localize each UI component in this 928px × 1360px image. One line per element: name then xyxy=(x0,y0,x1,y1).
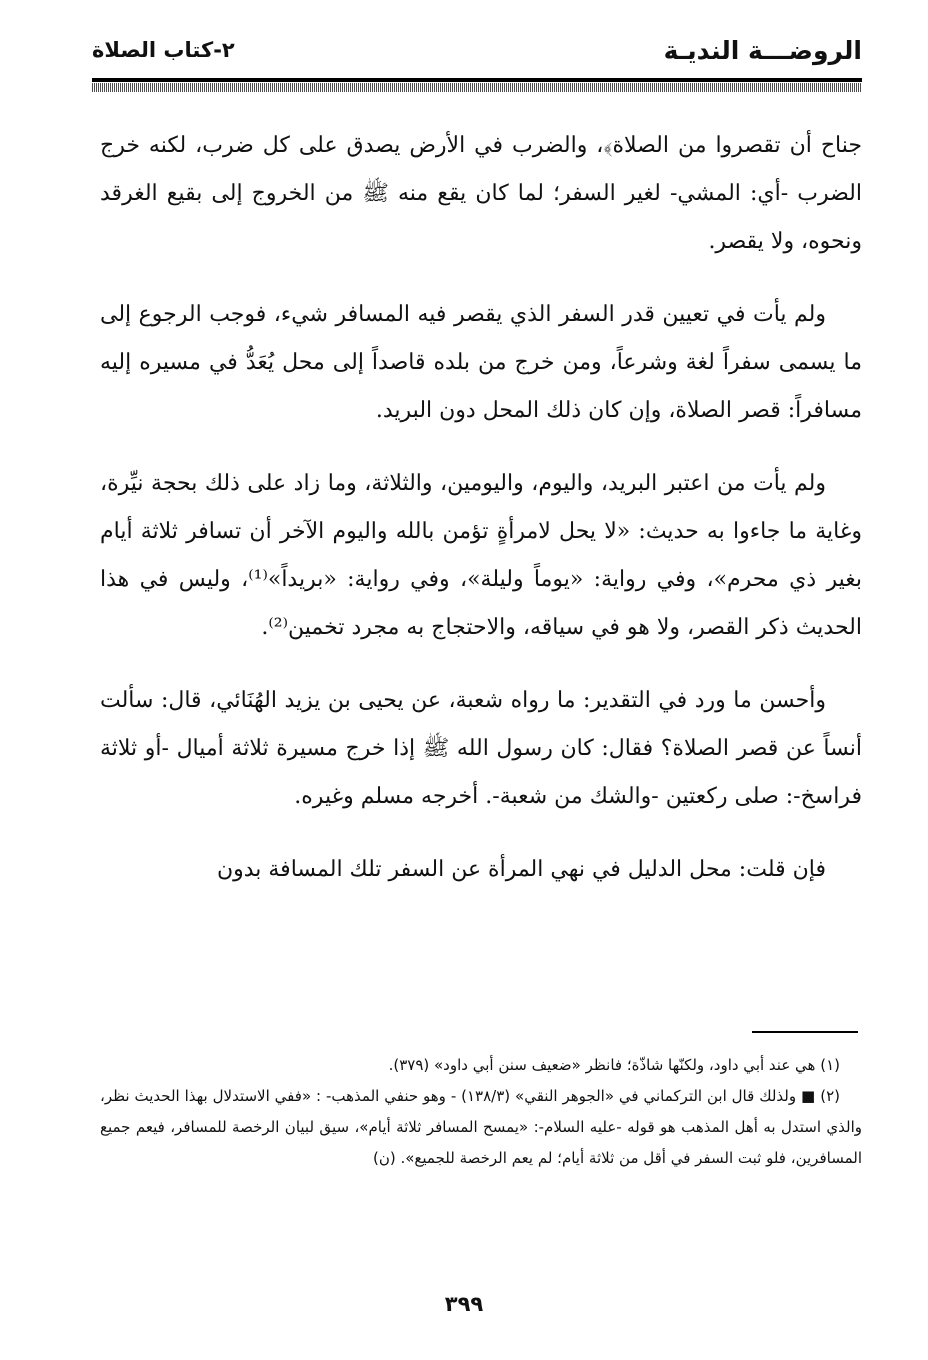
footnote: (٢) ■ ولذلك قال ابن التركماني في «الجوهر النقي» (١٣٨/٣) - وهو حنفي المذهب- : «ففي الاستدلال بهذا الحديث نظر، والذي استدل به أهل المذهب هو قوله -عليه السلام-: «يمسح المسافر ثلاثة أيام»، سيق لبيان الرخصة للمسافر، فيعم جميع المسافرين، فلو ثبت السفر في أقل من ثلاثة أيام؛ لم يعم الرخصة للجميع». (ن) xyxy=(100,1087,862,1167)
footnote: (١) هي عند أبي داود، ولكنّها شاذّة؛ فانظر «ضعيف سنن أبي داود» (٣٧٩). xyxy=(388,1056,840,1074)
main-text xyxy=(100,122,862,919)
header-rule xyxy=(92,78,862,82)
footnotes xyxy=(100,1050,862,1174)
header-hatched-rule xyxy=(92,83,862,92)
section-title: ٢-كتاب الصلاة xyxy=(92,38,235,62)
paragraph: ولم يأت في تعيين قدر السفر الذي يقصر فيه المسافر شيء، فوجب الرجوع إلى ما يسمى سفراً لغة وشرعاً، ومن خرج من بلده قاصداً إلى محل يُعَدُّ في مسيره إليه مسافراً: قصر الصلاة، وإن كان ذلك المحل دون البريد. xyxy=(100,302,862,423)
paragraph: وأحسن ما ورد في التقدير: ما رواه شعبة، عن يحيى بن يزيد الهُنَائي، قال: سألت أنساً عن قصر الصلاة؟ فقال: كان رسول الله ﷺ إذا خرج مسيرة ثلاثة أميال -أو ثلاثة فراسخ-: صلى ركعتين -والشك من شعبة-. أخرجه مسلم وغيره. xyxy=(100,688,862,809)
running-header xyxy=(92,36,862,76)
page-number: ٣٩٩ xyxy=(444,1292,484,1316)
paragraph: فإن قلت: محل الدليل في نهي المرأة عن السفر تلك المسافة بدون xyxy=(216,857,826,882)
book-title: الروضـــة النديـة xyxy=(663,36,862,65)
paragraph: ولم يأت من اعتبر البريد، واليوم، واليومين، والثلاثة، وما زاد على ذلك بحجة نيِّرة، وغاية ما جاءوا به حديث: «لا يحل لامرأةٍ تؤمن بالله واليوم الآخر أن تسافر ثلاثة أيام بغير ذي محرم»، وفي رواية: «يوماً وليلة»، وفي رواية: «بريداً»⁽¹⁾، وليس في هذا الحديث ذكر القصر، ولا هو في سياقه، والاحتجاج به مجرد تخمين⁽²⁾. xyxy=(100,471,862,640)
footnote-separator xyxy=(752,1031,858,1033)
paragraph: جناح أن تقصروا من الصلاة﴾، والضرب في الأرض يصدق على كل ضرب، لكنه خرج الضرب -أي: المشي- لغير السفر؛ لما كان يقع منه ﷺ من الخروج إلى بقيع الغرقد ونحوه، ولا يقصر. xyxy=(100,133,862,254)
